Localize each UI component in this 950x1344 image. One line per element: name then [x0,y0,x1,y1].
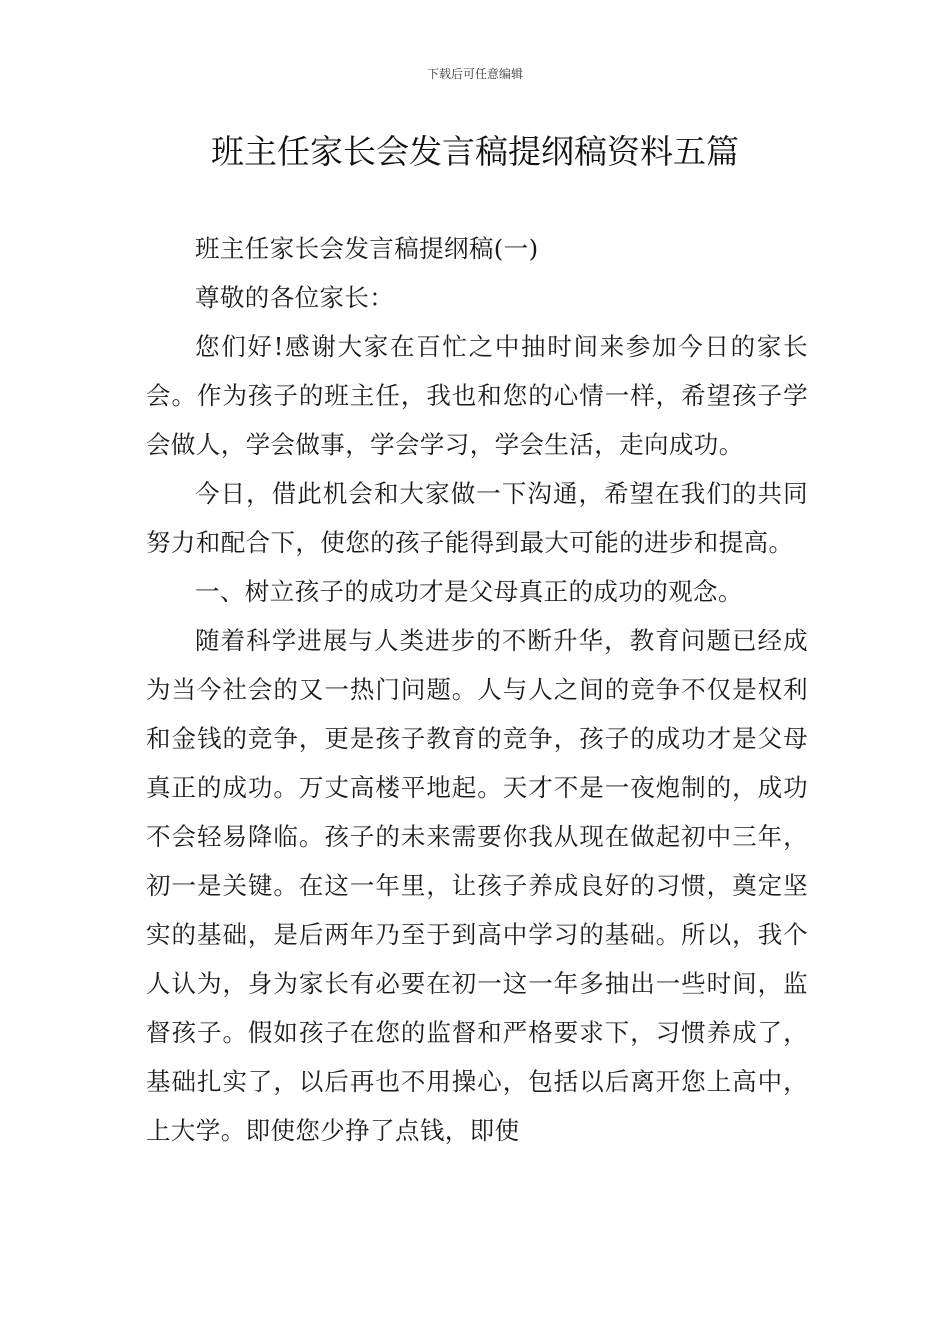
document-body [146,224,808,1155]
document-title: 班主任家长会发言稿提纲稿资料五篇 [211,132,739,171]
intro-paragraph: 今日，借此机会和大家做一下沟通，希望在我们的共同努力和配合下，使您的孩子能得到最大可能的进步和提高。 [146,479,808,557]
greeting-paragraph: 您们好!感谢大家在百忙之中抽时间来参加今日的家长会。作为孩子的班主任，我也和您的心情一样，希望孩子学会做人，学会做事，学会学习，学会生活，走向成功。 [146,332,808,459]
salutation-paragraph: 尊敬的各位家长： [195,283,395,312]
header-note: 下载后可任意编辑 [426,67,523,81]
subtitle-paragraph: 班主任家长会发言稿提纲稿(一) [195,234,539,263]
section-heading-1: 一、树立孩子的成功才是父母真正的成功的观念。 [195,577,743,606]
body-paragraph: 随着科学进展与人类进步的不断升华，教育问题已经成为当今社会的又一热门问题。人与人之间的竞争不仅是权利和金钱的竞争，更是孩子教育的竞争，孩子的成功才是父母真正的成功。万丈高楼平地起。天才不是一夜炮制的，成功不会轻易降临。孩子的未来需要你我从现在做起初中三年，初一是关键。在这一年里，让孩子养成良好的习惯，奠定坚实的基础，是后两年乃至于到高中学习的基础。所以，我个人认为，身为家长有必要在初一这一年多抽出一些时间，监督孩子。假如孩子在您的监督和严格要求下，习惯养成了，基础扎实了，以后再也不用操心，包括以后离开您上高中，上大学。即使您少挣了点钱，即使 [146,626,808,1145]
